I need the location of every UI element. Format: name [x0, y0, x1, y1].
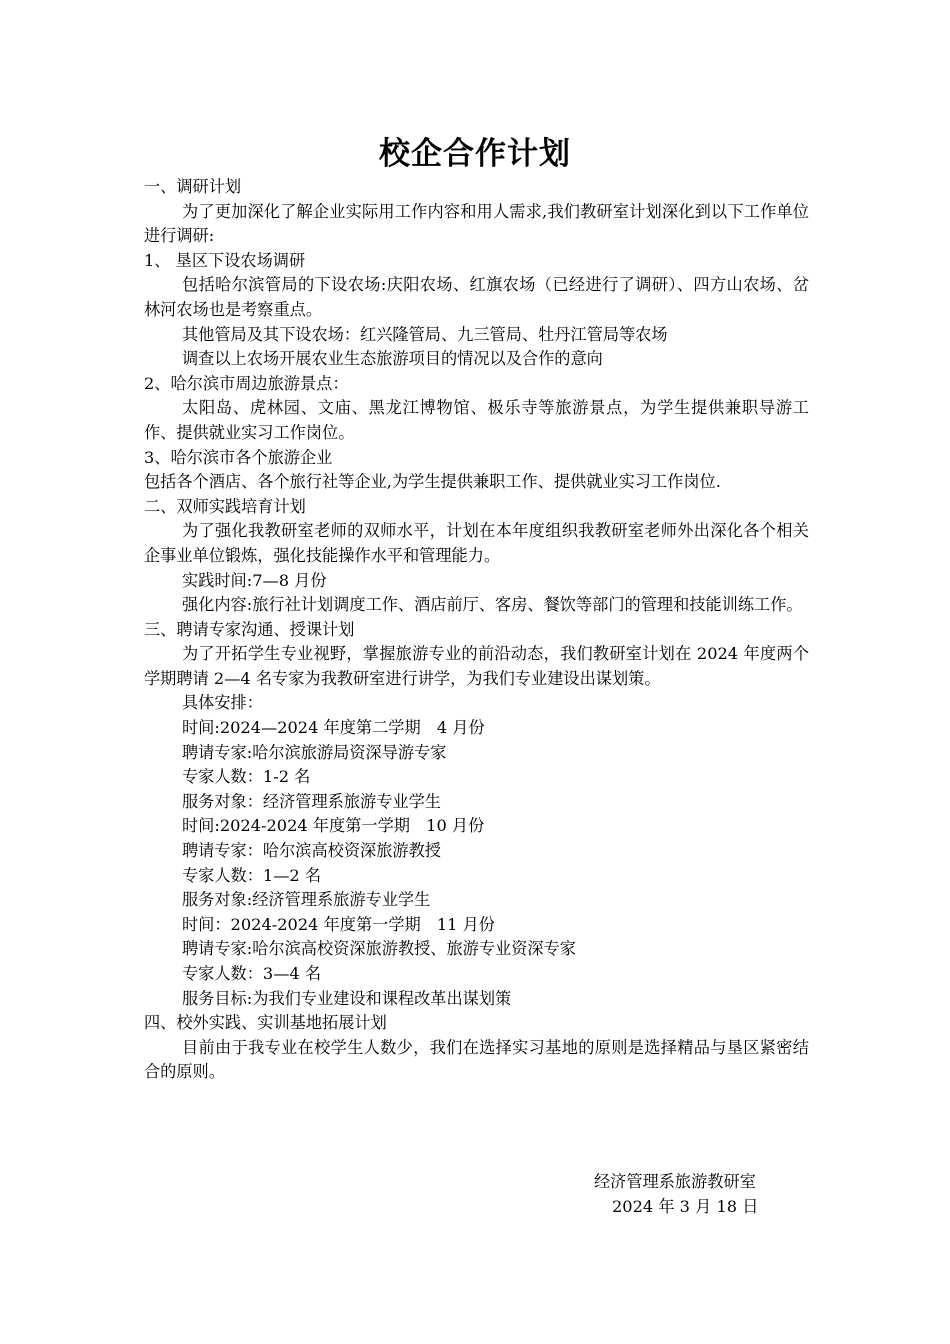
signature-department: 经济管理系旅游教研室: [594, 1172, 756, 1191]
paragraph: 包括各个酒店、各个旅行社等企业,为学生提供兼职工作、提供就业实习工作岗位.: [144, 472, 721, 492]
paragraph: 专家人数：3—4 名: [182, 964, 322, 983]
paragraph: 一、调研计划: [144, 177, 242, 196]
paragraph: 太阳岛、虎林园、文庙、黑龙江博物馆、极乐寺等旅游景点，为学生提供兼职导游工作、提供就业实习工作岗位。: [144, 398, 809, 442]
paragraph: 聘请专家：哈尔滨高校资深旅游教授: [182, 841, 441, 861]
paragraph: 为了开拓学生专业视野，掌握旅游专业的前沿动态，我们教研室计划在 2024 年度两个学期聘请 2—4 名专家为我教研室进行讲学，为我们专业建设出谋划策。: [144, 644, 809, 688]
paragraph: 强化内容:旅行社计划调度工作、酒店前厅、客房、餐饮等部门的管理和技能训练工作。: [182, 595, 803, 615]
paragraph: 为了更加深化了解企业实际用工作内容和用人需求,我们教研室计划深化到以下工作单位进行调研:: [144, 201, 809, 246]
paragraph: 二、双师实践培育计划: [144, 496, 306, 516]
paragraph: 具体安排：: [182, 693, 263, 713]
paragraph: 服务目标:为我们专业建设和课程改革出谋划策: [182, 988, 512, 1008]
paragraph: 2、哈尔滨市周边旅游景点：: [144, 373, 349, 393]
paragraph: 其他管局及其下设农场：红兴隆管局、九三管局、牡丹江管局等农场: [182, 324, 668, 344]
paragraph: 实践时间:7—8 月份: [182, 570, 327, 590]
paragraph: 聘请专家:哈尔滨高校资深旅游教授、旅游专业资深专家: [182, 939, 576, 959]
paragraph: 三、聘请专家沟通、授课计划: [144, 619, 355, 639]
paragraph: 3、哈尔滨市各个旅游企业: [144, 447, 333, 467]
document-body: [144, 175, 809, 1085]
document-title: 校企合作计划: [379, 136, 571, 172]
paragraph: 四、校外实践、实训基地拓展计划: [144, 1013, 387, 1033]
paragraph: 包括哈尔滨管局的下设农场:庆阳农场、红旗农场（已经进行了调研）、四方山农场、岔林河农场也是考察重点。: [144, 275, 809, 319]
paragraph: 1、 垦区下设农场调研: [144, 250, 306, 270]
paragraph: 专家人数：1—2 名: [182, 865, 322, 885]
paragraph: 时间:2024—2024 年度第二学期 4 月份: [182, 718, 485, 738]
paragraph: 专家人数：1-2 名: [182, 767, 311, 787]
paragraph: 服务对象:经济管理系旅游专业学生: [182, 890, 431, 910]
paragraph: 调查以上农场开展农业生态旅游项目的情况以及合作的意向: [182, 349, 603, 369]
paragraph: 时间：2024-2024 年度第一学期 11 月份: [182, 914, 495, 934]
paragraph: 聘请专家:哈尔滨旅游局资深导游专家: [182, 742, 447, 762]
paragraph: 为了强化我教研室老师的双师水平，计划在本年度组织我教研室老师外出深化各个相关企事业单位锻炼，强化技能操作水平和管理能力。: [144, 521, 809, 565]
signature-date: 2024 年 3 月 18 日: [612, 1197, 759, 1216]
paragraph: 时间:2024-2024 年度第一学期 10 月份: [182, 816, 485, 836]
paragraph: 服务对象：经济管理系旅游专业学生: [182, 791, 441, 811]
paragraph: 目前由于我专业在校学生人数少，我们在选择实习基地的原则是选择精品与垦区紧密结合的原则。: [144, 1037, 809, 1082]
